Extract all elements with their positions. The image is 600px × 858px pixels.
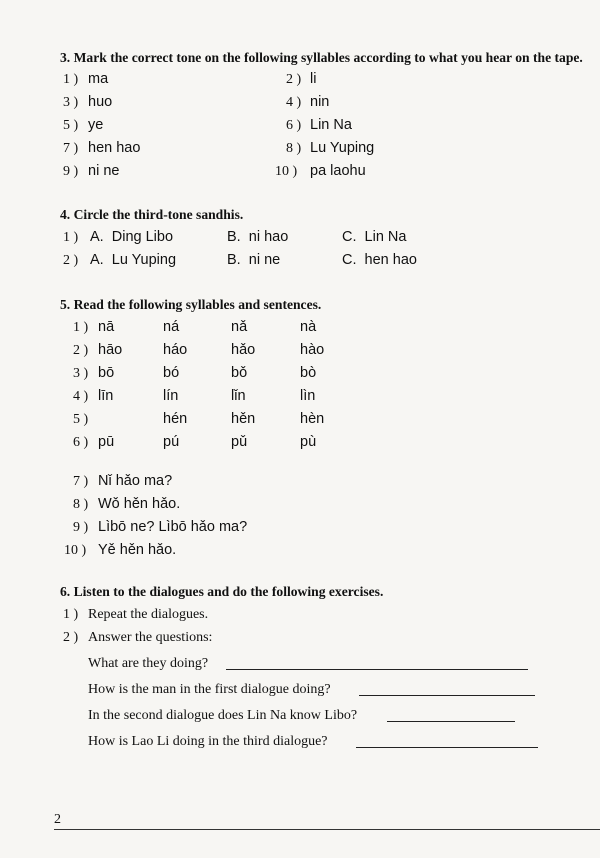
ex5-row-3-tone-1: bō [98,365,115,381]
ex5-row-1-tone-2: ná [163,319,180,335]
ex4-row-2-option-a: A. Lu Yuping [90,252,177,268]
ex5-sentence-8-number: 8 ) [73,497,89,512]
ex5-row-4-tone-3: lǐn [231,388,246,404]
ex5-row-1-tone-4: nà [300,319,317,335]
ex5-row-6-tone-1: pū [98,434,115,450]
ex4-row-2-option-c: C. hen hao [342,252,417,268]
ex3-item-7-text: hen hao [88,140,141,156]
ex3-item-2-number: 2 ) [286,72,302,87]
ex3-item-5-number: 5 ) [63,118,79,133]
ex3-item-8-number: 8 ) [286,141,302,156]
ex5-row-2-tone-4: hào [300,342,325,358]
ex5-row-1-tone-1: nā [98,319,115,335]
ex5-sentence-9-number: 9 ) [73,520,89,535]
footer-rule [54,829,600,830]
ex3-item-10-text: pa laohu [310,163,366,179]
ex5-sentence-10-number: 10 ) [64,543,87,558]
ex5-row-2-number: 2 ) [73,343,89,358]
ex4-row-2-number: 2 ) [63,253,79,268]
ex3-item-6-text: Lin Na [310,117,352,133]
ex5-row-5-tone-2: hén [163,411,188,427]
ex6-question-1: What are they doing? [88,656,209,671]
ex5-row-3-number: 3 ) [73,366,89,381]
ex5-row-6-tone-2: pú [163,434,180,450]
ex6-question-3: In the second dialogue does Lin Na know Libo? [88,708,358,723]
ex5-row-2-tone-2: háo [163,342,188,358]
ex5-row-6-tone-3: pǔ [231,434,248,450]
ex3-item-10-number: 10 ) [275,164,298,179]
ex3-item-1-text: ma [88,71,109,87]
exercise-4-heading: 4. Circle the third-tone sandhis. [60,207,244,222]
ex4-row-1-option-b: B. ni hao [227,229,289,245]
ex6-task-2-text: Answer the questions: [88,630,213,645]
ex5-row-2-tone-1: hāo [98,342,123,358]
ex5-row-4-tone-2: lín [163,388,179,404]
ex5-sentence-7-text: Nǐ hǎo ma? [98,473,173,489]
ex5-row-4-tone-4: lìn [300,388,316,404]
ex4-row-1-option-c: C. Lin Na [342,229,407,245]
ex4-row-2-option-b: B. ni ne [227,252,281,268]
ex5-row-5-tone-3: hěn [231,411,256,427]
ex5-row-5-tone-4: hèn [300,411,325,427]
ex3-item-2-text: li [310,71,317,87]
ex5-row-5-number: 5 ) [73,412,89,427]
ex4-row-1-option-a: A. Ding Libo [90,229,174,245]
ex3-item-3-number: 3 ) [63,95,79,110]
ex5-sentence-9-text: Lìbō ne? Lìbō hǎo ma? [98,519,248,535]
ex5-sentence-7-number: 7 ) [73,474,89,489]
exercise-6-heading: 6. Listen to the dialogues and do the following exercises. [60,584,384,599]
ex5-row-3-tone-4: bò [300,365,317,381]
ex5-row-4-number: 4 ) [73,389,89,404]
ex3-item-8-text: Lu Yuping [310,140,375,156]
ex6-task-2-number: 2 ) [63,630,79,645]
ex3-item-9-number: 9 ) [63,164,79,179]
answer-line-3[interactable] [387,721,515,722]
ex5-row-2-tone-3: hǎo [231,342,256,358]
answer-line-2[interactable] [359,695,535,696]
ex3-item-4-number: 4 ) [286,95,302,110]
ex3-item-6-number: 6 ) [286,118,302,133]
ex3-item-5-text: ye [88,117,104,133]
ex6-question-2: How is the man in the first dialogue doing? [88,682,331,697]
ex5-row-6-tone-4: pù [300,434,317,450]
ex5-row-4-tone-1: līn [98,388,114,404]
ex3-item-9-text: ni ne [88,163,120,179]
ex5-row-6-number: 6 ) [73,435,89,450]
exercise-3-heading: 3. Mark the correct tone on the following syllables according to what you hear on the tape. [60,50,583,65]
page-number: 2 [54,812,61,827]
ex5-sentence-10-text: Yě hěn hǎo. [98,542,177,558]
ex3-item-4-text: nin [310,94,330,110]
answer-line-1[interactable] [226,669,528,670]
ex3-item-1-number: 1 ) [63,72,79,87]
ex4-row-1-number: 1 ) [63,230,79,245]
ex3-item-3-text: huo [88,94,113,110]
answer-line-4[interactable] [356,747,538,748]
ex5-row-1-tone-3: nǎ [231,319,248,335]
exercise-5-heading: 5. Read the following syllables and sentences. [60,297,322,312]
ex5-sentence-8-text: Wǒ hěn hǎo. [98,496,181,512]
ex6-question-4: How is Lao Li doing in the third dialogue? [88,734,328,749]
ex6-task-1-number: 1 ) [63,607,79,622]
ex5-row-3-tone-3: bǒ [231,365,248,381]
ex5-row-3-tone-2: bó [163,365,180,381]
ex3-item-7-number: 7 ) [63,141,79,156]
ex6-task-1-text: Repeat the dialogues. [88,607,209,622]
ex5-row-1-number: 1 ) [73,320,89,335]
